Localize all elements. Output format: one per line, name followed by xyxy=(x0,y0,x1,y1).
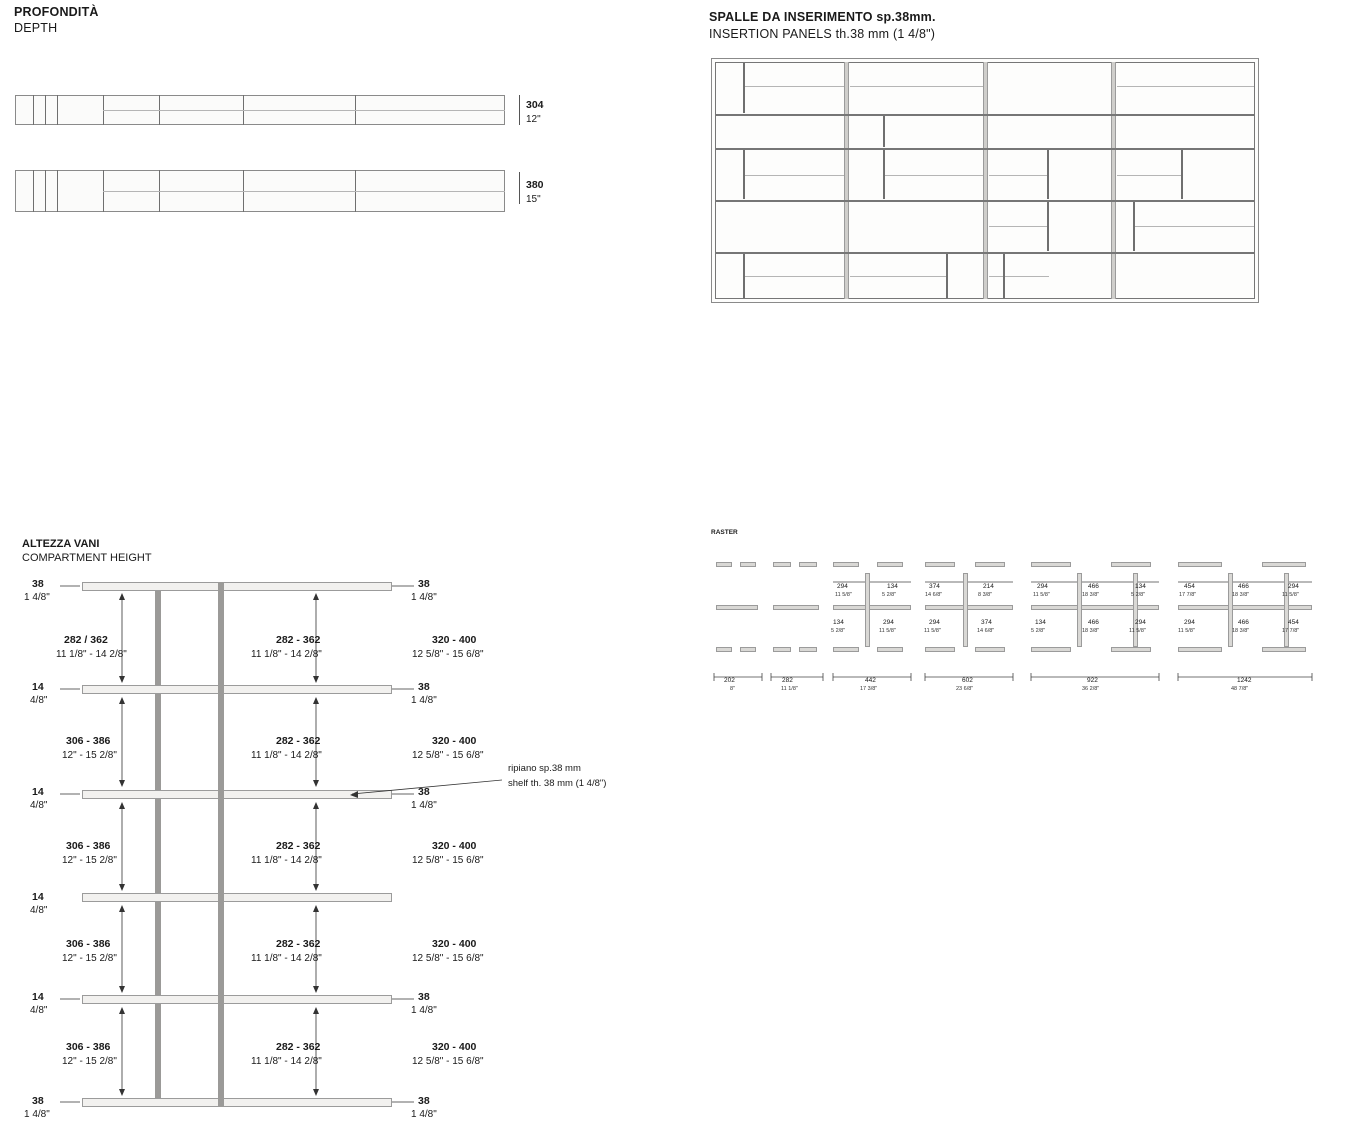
raster-module-2-top-0-mm: 294 xyxy=(837,583,848,590)
height-left-mark-5-inch: 1 4/8" xyxy=(24,1109,50,1120)
height-col1-4-inch: 12" - 15 2/8" xyxy=(62,1056,117,1067)
raster-module-1 xyxy=(765,555,831,665)
depth-title-it: PROFONDITÀ xyxy=(14,5,99,19)
height-col3-1-mm: 320 - 400 xyxy=(432,735,477,747)
raster-module-4-bottom-2-inch: 11 5/8" xyxy=(1129,628,1146,634)
height-left-mark-3-inch: 4/8" xyxy=(30,905,48,916)
raster-module-5-bottom-1-inch: 18 3/8" xyxy=(1232,628,1250,634)
height-right-mark-3-inch: 1 4/8" xyxy=(411,1005,437,1016)
height-col1-1-inch: 12" - 15 2/8" xyxy=(62,750,117,761)
raster-module-4-top-2-mm: 134 xyxy=(1135,583,1146,590)
raster-module-1-total-inch: 11 1/8" xyxy=(781,686,798,692)
height-title-en: COMPARTMENT HEIGHT xyxy=(22,552,152,564)
raster-module-2-top-0-inch: 11 5/8" xyxy=(835,592,852,598)
panels-section-header xyxy=(709,10,936,41)
height-col3-4-inch: 12 5/8" - 15 6/8" xyxy=(412,1056,484,1067)
raster-module-4-total-mm: 922 xyxy=(1087,677,1098,684)
height-right-mark-2-mm: 38 xyxy=(418,786,430,798)
height-right-mark-0-mm: 38 xyxy=(418,578,430,590)
height-col1-3-mm: 306 - 386 xyxy=(66,938,111,950)
height-left-mark-2-mm: 14 xyxy=(32,786,44,798)
raster-module-4-bottom-1-inch: 18 3/8" xyxy=(1082,628,1100,634)
height-col3-4-mm: 320 - 400 xyxy=(432,1041,477,1053)
depth-dim-tick-1 xyxy=(519,95,520,125)
raster-diagram xyxy=(705,555,1325,695)
depth-bar-304 xyxy=(15,95,505,125)
height-left-mark-5-mm: 38 xyxy=(32,1095,44,1107)
raster-module-3-bottom-1-inch: 14 6/8" xyxy=(977,628,995,634)
raster-module-5-bottom-0-mm: 294 xyxy=(1184,619,1195,626)
raster-module-5-top-0-mm: 454 xyxy=(1184,583,1195,590)
height-left-mark-2-inch: 4/8" xyxy=(30,800,48,811)
height-right-mark-4-mm: 38 xyxy=(418,1095,430,1107)
height-left-mark-1-inch: 4/8" xyxy=(30,695,48,706)
height-left-mark-0-mm: 38 xyxy=(32,578,44,590)
raster-module-2-bottom-0-mm: 134 xyxy=(833,619,844,626)
raster-module-5-top-2-inch: 11 5/8" xyxy=(1282,592,1299,598)
height-section-header xyxy=(22,538,152,564)
height-col2-0-mm: 282 - 362 xyxy=(276,634,321,646)
raster-module-0-total-inch: 8" xyxy=(730,686,736,692)
depth-value-mm-1: 304 xyxy=(526,99,544,111)
shelf-callout-it: ripiano sp.38 mm xyxy=(508,763,581,774)
raster-module-2-bottom-1-mm: 294 xyxy=(883,619,894,626)
raster-module-5-top-1-mm: 466 xyxy=(1238,583,1249,590)
height-right-mark-3-mm: 38 xyxy=(418,991,430,1003)
height-col2-4-inch: 11 1/8" - 14 2/8" xyxy=(251,1056,322,1067)
height-col2-3-inch: 11 1/8" - 14 2/8" xyxy=(251,953,322,964)
raster-module-2-total-inch: 17 3/8" xyxy=(860,686,878,692)
raster-module-5-top-1-inch: 18 3/8" xyxy=(1232,592,1250,598)
raster-module-3-top-1-mm: 214 xyxy=(983,583,994,590)
height-col1-3-inch: 12" - 15 2/8" xyxy=(62,953,117,964)
depth-value-mm-2: 380 xyxy=(526,179,544,191)
height-right-mark-1-inch: 1 4/8" xyxy=(411,695,437,706)
raster-module-4-top-0-inch: 11 5/8" xyxy=(1033,592,1050,598)
height-col3-2-mm: 320 - 400 xyxy=(432,840,477,852)
height-col3-0-mm: 320 - 400 xyxy=(432,634,477,646)
raster-module-5-top-2-mm: 294 xyxy=(1288,583,1299,590)
height-col2-0-inch: 11 1/8" - 14 2/8" xyxy=(251,649,322,660)
height-col3-1-inch: 12 5/8" - 15 6/8" xyxy=(412,750,484,761)
height-right-mark-0-inch: 1 4/8" xyxy=(411,592,437,603)
shelf-callout-en: shelf th. 38 mm (1 4/8") xyxy=(508,778,607,789)
height-col1-0-inch: 11 1/8" - 14 2/8" xyxy=(56,649,127,660)
height-col3-0-inch: 12 5/8" - 15 6/8" xyxy=(412,649,484,660)
raster-module-5-total-mm: 1242 xyxy=(1237,677,1252,684)
raster-module-3-bottom-0-mm: 294 xyxy=(929,619,940,626)
raster-module-2-bottom-0-inch: 5 2/8" xyxy=(831,628,846,634)
raster-module-4-bottom-0-inch: 5 2/8" xyxy=(1031,628,1046,634)
height-col1-2-mm: 306 - 386 xyxy=(66,840,111,852)
height-left-mark-1-mm: 14 xyxy=(32,681,44,693)
raster-module-4-bottom-2-mm: 294 xyxy=(1135,619,1146,626)
raster-module-3-top-0-mm: 374 xyxy=(929,583,940,590)
raster-module-5-bottom-2-inch: 17 7/8" xyxy=(1282,628,1300,634)
height-right-mark-1-mm: 38 xyxy=(418,681,430,693)
raster-title: RASTER xyxy=(711,529,738,536)
height-left-mark-3-mm: 14 xyxy=(32,891,44,903)
depth-dim-tick-2 xyxy=(519,172,520,204)
raster-module-4-total-inch: 36 2/8" xyxy=(1082,686,1100,692)
raster-module-1-total-mm: 282 xyxy=(782,677,793,684)
raster-module-5 xyxy=(1170,555,1325,665)
height-left-mark-4-inch: 4/8" xyxy=(30,1005,48,1016)
raster-module-5-bottom-2-mm: 454 xyxy=(1288,619,1299,626)
height-col2-3-mm: 282 - 362 xyxy=(276,938,321,950)
raster-module-2-bottom-1-inch: 11 5/8" xyxy=(879,628,896,634)
height-col2-4-mm: 282 - 362 xyxy=(276,1041,321,1053)
raster-module-5-bottom-1-mm: 466 xyxy=(1238,619,1249,626)
raster-module-4-top-1-inch: 18 3/8" xyxy=(1082,592,1100,598)
height-col2-1-inch: 11 1/8" - 14 2/8" xyxy=(251,750,322,761)
depth-bar-380 xyxy=(15,170,505,212)
panels-title-it: SPALLE DA INSERIMENTO sp.38mm. xyxy=(709,10,936,24)
raster-module-4-top-1-mm: 466 xyxy=(1088,583,1099,590)
raster-module-5-top-0-inch: 17 7/8" xyxy=(1179,592,1197,598)
raster-module-3 xyxy=(917,555,1027,665)
raster-module-3-total-mm: 602 xyxy=(962,677,973,684)
raster-module-4-top-0-mm: 294 xyxy=(1037,583,1048,590)
height-left-mark-0-inch: 1 4/8" xyxy=(24,592,50,603)
raster-module-4 xyxy=(1023,555,1173,665)
raster-module-5-total-inch: 48 7/8" xyxy=(1231,686,1249,692)
raster-module-4-top-2-inch: 5 2/8" xyxy=(1131,592,1146,598)
depth-value-inch-2: 15" xyxy=(526,194,541,205)
height-col2-2-mm: 282 - 362 xyxy=(276,840,321,852)
height-col1-0-mm: 282 / 362 xyxy=(64,634,108,646)
height-col1-1-mm: 306 - 386 xyxy=(66,735,111,747)
height-col1-4-mm: 306 - 386 xyxy=(66,1041,111,1053)
raster-module-2-top-1-inch: 5 2/8" xyxy=(882,592,897,598)
raster-module-4-bottom-0-mm: 134 xyxy=(1035,619,1046,626)
height-col2-2-inch: 11 1/8" - 14 2/8" xyxy=(251,855,322,866)
depth-title-en: DEPTH xyxy=(14,21,58,35)
depth-section xyxy=(14,5,99,35)
height-right-mark-4-inch: 1 4/8" xyxy=(411,1109,437,1120)
raster-module-2-top-1-mm: 134 xyxy=(887,583,898,590)
height-diagram xyxy=(22,580,502,1120)
height-right-mark-2-inch: 1 4/8" xyxy=(411,800,437,811)
height-col2-1-mm: 282 - 362 xyxy=(276,735,321,747)
height-col1-2-inch: 12" - 15 2/8" xyxy=(62,855,117,866)
raster-module-2 xyxy=(825,555,925,665)
panels-title-en: INSERTION PANELS th.38 mm (1 4/8") xyxy=(709,27,936,41)
height-col3-2-inch: 12 5/8" - 15 6/8" xyxy=(412,855,484,866)
raster-module-3-bottom-1-mm: 374 xyxy=(981,619,992,626)
raster-module-0 xyxy=(710,555,768,665)
raster-module-2-total-mm: 442 xyxy=(865,677,876,684)
raster-module-5-bottom-0-inch: 11 5/8" xyxy=(1178,628,1195,634)
height-col3-3-mm: 320 - 400 xyxy=(432,938,477,950)
raster-module-0-total-mm: 202 xyxy=(724,677,735,684)
depth-value-inch-1: 12" xyxy=(526,114,541,125)
height-title-it: ALTEZZA VANI xyxy=(22,538,100,550)
height-col3-3-inch: 12 5/8" - 15 6/8" xyxy=(412,953,484,964)
panels-grid xyxy=(711,58,1259,303)
raster-module-3-top-1-inch: 8 3/8" xyxy=(978,592,993,598)
height-left-mark-4-mm: 14 xyxy=(32,991,44,1003)
raster-module-4-bottom-1-mm: 466 xyxy=(1088,619,1099,626)
raster-module-3-bottom-0-inch: 11 5/8" xyxy=(924,628,941,634)
raster-module-3-total-inch: 23 6/8" xyxy=(956,686,974,692)
raster-module-3-top-0-inch: 14 6/8" xyxy=(925,592,943,598)
